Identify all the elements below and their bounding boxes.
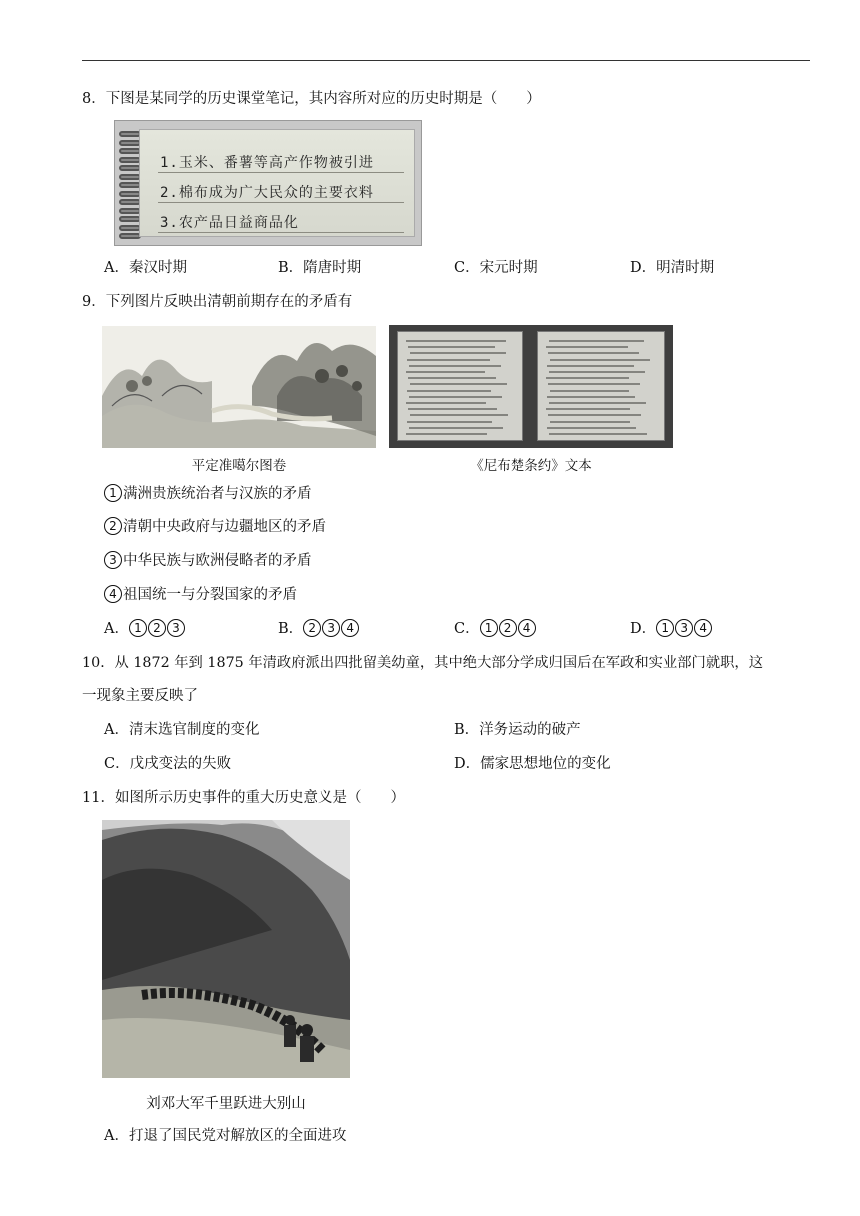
- spiral-ring: [119, 216, 141, 222]
- handwriting-line: [406, 371, 485, 373]
- treaty-page-left: [397, 331, 523, 441]
- spiral-ring: [119, 182, 141, 188]
- circled-numeral: 3: [104, 551, 122, 569]
- handwriting-line: [548, 352, 639, 354]
- handwriting-line: [409, 396, 502, 398]
- q9-item-1: [104, 484, 312, 504]
- spiral-ring: [119, 157, 141, 163]
- handwriting-line: [550, 390, 629, 392]
- circled-numeral: 2: [499, 619, 517, 637]
- option-letter: B．: [278, 621, 304, 637]
- item-text: 祖国统一与分裂国家的矛盾: [123, 587, 297, 603]
- handwriting-line: [408, 408, 497, 410]
- q9-item-3: [104, 551, 312, 571]
- spiral-ring: [119, 233, 141, 239]
- handwriting-line: [549, 433, 647, 435]
- item-text: 满洲贵族统治者与汉族的矛盾: [123, 486, 312, 502]
- q10-stem-line-2: 一现象主要反映了: [82, 688, 198, 704]
- handwriting-line: [410, 383, 507, 385]
- treaty-page-right: [537, 331, 665, 441]
- handwriting-line: [546, 408, 630, 410]
- landscape-scroll-image: [102, 326, 376, 448]
- q9-item-2: [104, 517, 326, 537]
- caption-right: 《尼布楚条约》文本: [470, 458, 592, 474]
- q9-stem: 9．下列图片反映出清朝前期存在的矛盾有: [82, 294, 353, 310]
- q11-stem: 11．如图所示历史事件的重大历史意义是（ ）: [82, 790, 405, 806]
- handwriting-line: [406, 433, 487, 435]
- handwriting-line: [409, 365, 501, 367]
- note-line-1: 1.玉米、番薯等高产作物被引进: [160, 155, 374, 171]
- q10-option-a: A．清末选官制度的变化: [104, 722, 260, 738]
- spiral-ring: [119, 191, 141, 197]
- circled-numeral: 3: [322, 619, 340, 637]
- circled-numeral: 1: [129, 619, 147, 637]
- item-text: 清朝中央政府与边疆地区的矛盾: [123, 519, 326, 535]
- q8-option-b: B．隋唐时期: [278, 260, 362, 276]
- handwriting-line: [547, 396, 635, 398]
- q10-stem-line-1: 10．从 1872 年到 1875 年清政府派出四批留美幼童，其中绝大部分学成归国后在军政和实业部门就职，这: [82, 655, 764, 671]
- ruled-line: [158, 232, 404, 233]
- handwriting-line: [549, 402, 646, 404]
- spiral-ring: [119, 225, 141, 231]
- handwriting-line: [407, 390, 491, 392]
- handwriting-line: [410, 352, 506, 354]
- circled-numeral: 3: [675, 619, 693, 637]
- handwriting-line: [549, 340, 644, 342]
- q8-option-c: C．宋元时期: [454, 260, 538, 276]
- note-line-2: 2.棉布成为广大民众的主要衣料: [160, 185, 374, 201]
- item-text: 中华民族与欧洲侵略者的矛盾: [123, 553, 312, 569]
- caption-left: 平定准噶尔图卷: [191, 458, 287, 474]
- q11-caption: 刘邓大军千里跃进大别山: [146, 1096, 306, 1112]
- q9-option-d: [630, 619, 713, 639]
- spiral-ring: [119, 208, 141, 214]
- q9-item-4: [104, 585, 297, 605]
- q10-option-d: D．儒家思想地位的变化: [454, 756, 611, 772]
- ruled-line: [158, 172, 404, 173]
- spiral-ring: [119, 148, 141, 154]
- circled-numeral: 3: [167, 619, 185, 637]
- circled-numeral: 4: [518, 619, 536, 637]
- circled-numeral: 1: [480, 619, 498, 637]
- q8-stem: 8．下图是某同学的历史课堂笔记，其内容所对应的历史时期是（ ）: [82, 91, 541, 107]
- handwriting-line: [408, 346, 495, 348]
- handwriting-line: [546, 377, 629, 379]
- spiral-ring: [119, 131, 141, 137]
- q9-option-b: [278, 619, 360, 639]
- notebook-figure: [114, 120, 422, 246]
- q10-option-c: C．戊戌变法的失败: [104, 756, 232, 772]
- treaty-text-image: [389, 325, 673, 448]
- spiral-ring: [119, 174, 141, 180]
- q9-option-a: [104, 619, 186, 639]
- q8-option-d: D．明清时期: [630, 260, 715, 276]
- handwriting-line: [550, 359, 650, 361]
- circled-numeral: 2: [104, 517, 122, 535]
- circled-numeral: 4: [341, 619, 359, 637]
- handwriting-line: [409, 427, 503, 429]
- q11-option-a: A．打退了国民党对解放区的全面进攻: [104, 1128, 347, 1144]
- handwriting-line: [408, 377, 496, 379]
- handwriting-line: [548, 414, 641, 416]
- handwriting-line: [406, 340, 506, 342]
- handwriting-line: [546, 346, 628, 348]
- option-letter: D．: [630, 621, 657, 637]
- circled-numeral: 2: [148, 619, 166, 637]
- note-line-3: 3.农产品日益商品化: [160, 215, 299, 231]
- spiral-ring: [119, 199, 141, 205]
- handwriting-line: [410, 414, 508, 416]
- option-letter: A．: [104, 621, 129, 637]
- header-rule: [82, 60, 810, 61]
- army-march-photo: [102, 820, 350, 1078]
- handwriting-line: [550, 421, 630, 423]
- handwriting-line: [547, 427, 636, 429]
- circled-numeral: 1: [656, 619, 674, 637]
- ruled-line: [158, 202, 404, 203]
- notebook-page: [139, 129, 415, 237]
- circled-numeral: 4: [104, 585, 122, 603]
- q9-option-c: [454, 619, 537, 639]
- handwriting-line: [406, 402, 486, 404]
- handwriting-line: [547, 365, 634, 367]
- spiral-ring: [119, 140, 141, 146]
- handwriting-line: [407, 421, 492, 423]
- q8-option-a: A．秦汉时期: [104, 260, 187, 276]
- circled-numeral: 1: [104, 484, 122, 502]
- circled-numeral: 2: [303, 619, 321, 637]
- spiral-ring: [119, 165, 141, 171]
- circled-numeral: 4: [694, 619, 712, 637]
- q10-option-b: B．洋务运动的破产: [454, 722, 581, 738]
- handwriting-line: [548, 383, 640, 385]
- option-letter: C．: [454, 621, 480, 637]
- handwriting-line: [549, 371, 645, 373]
- handwriting-line: [407, 359, 490, 361]
